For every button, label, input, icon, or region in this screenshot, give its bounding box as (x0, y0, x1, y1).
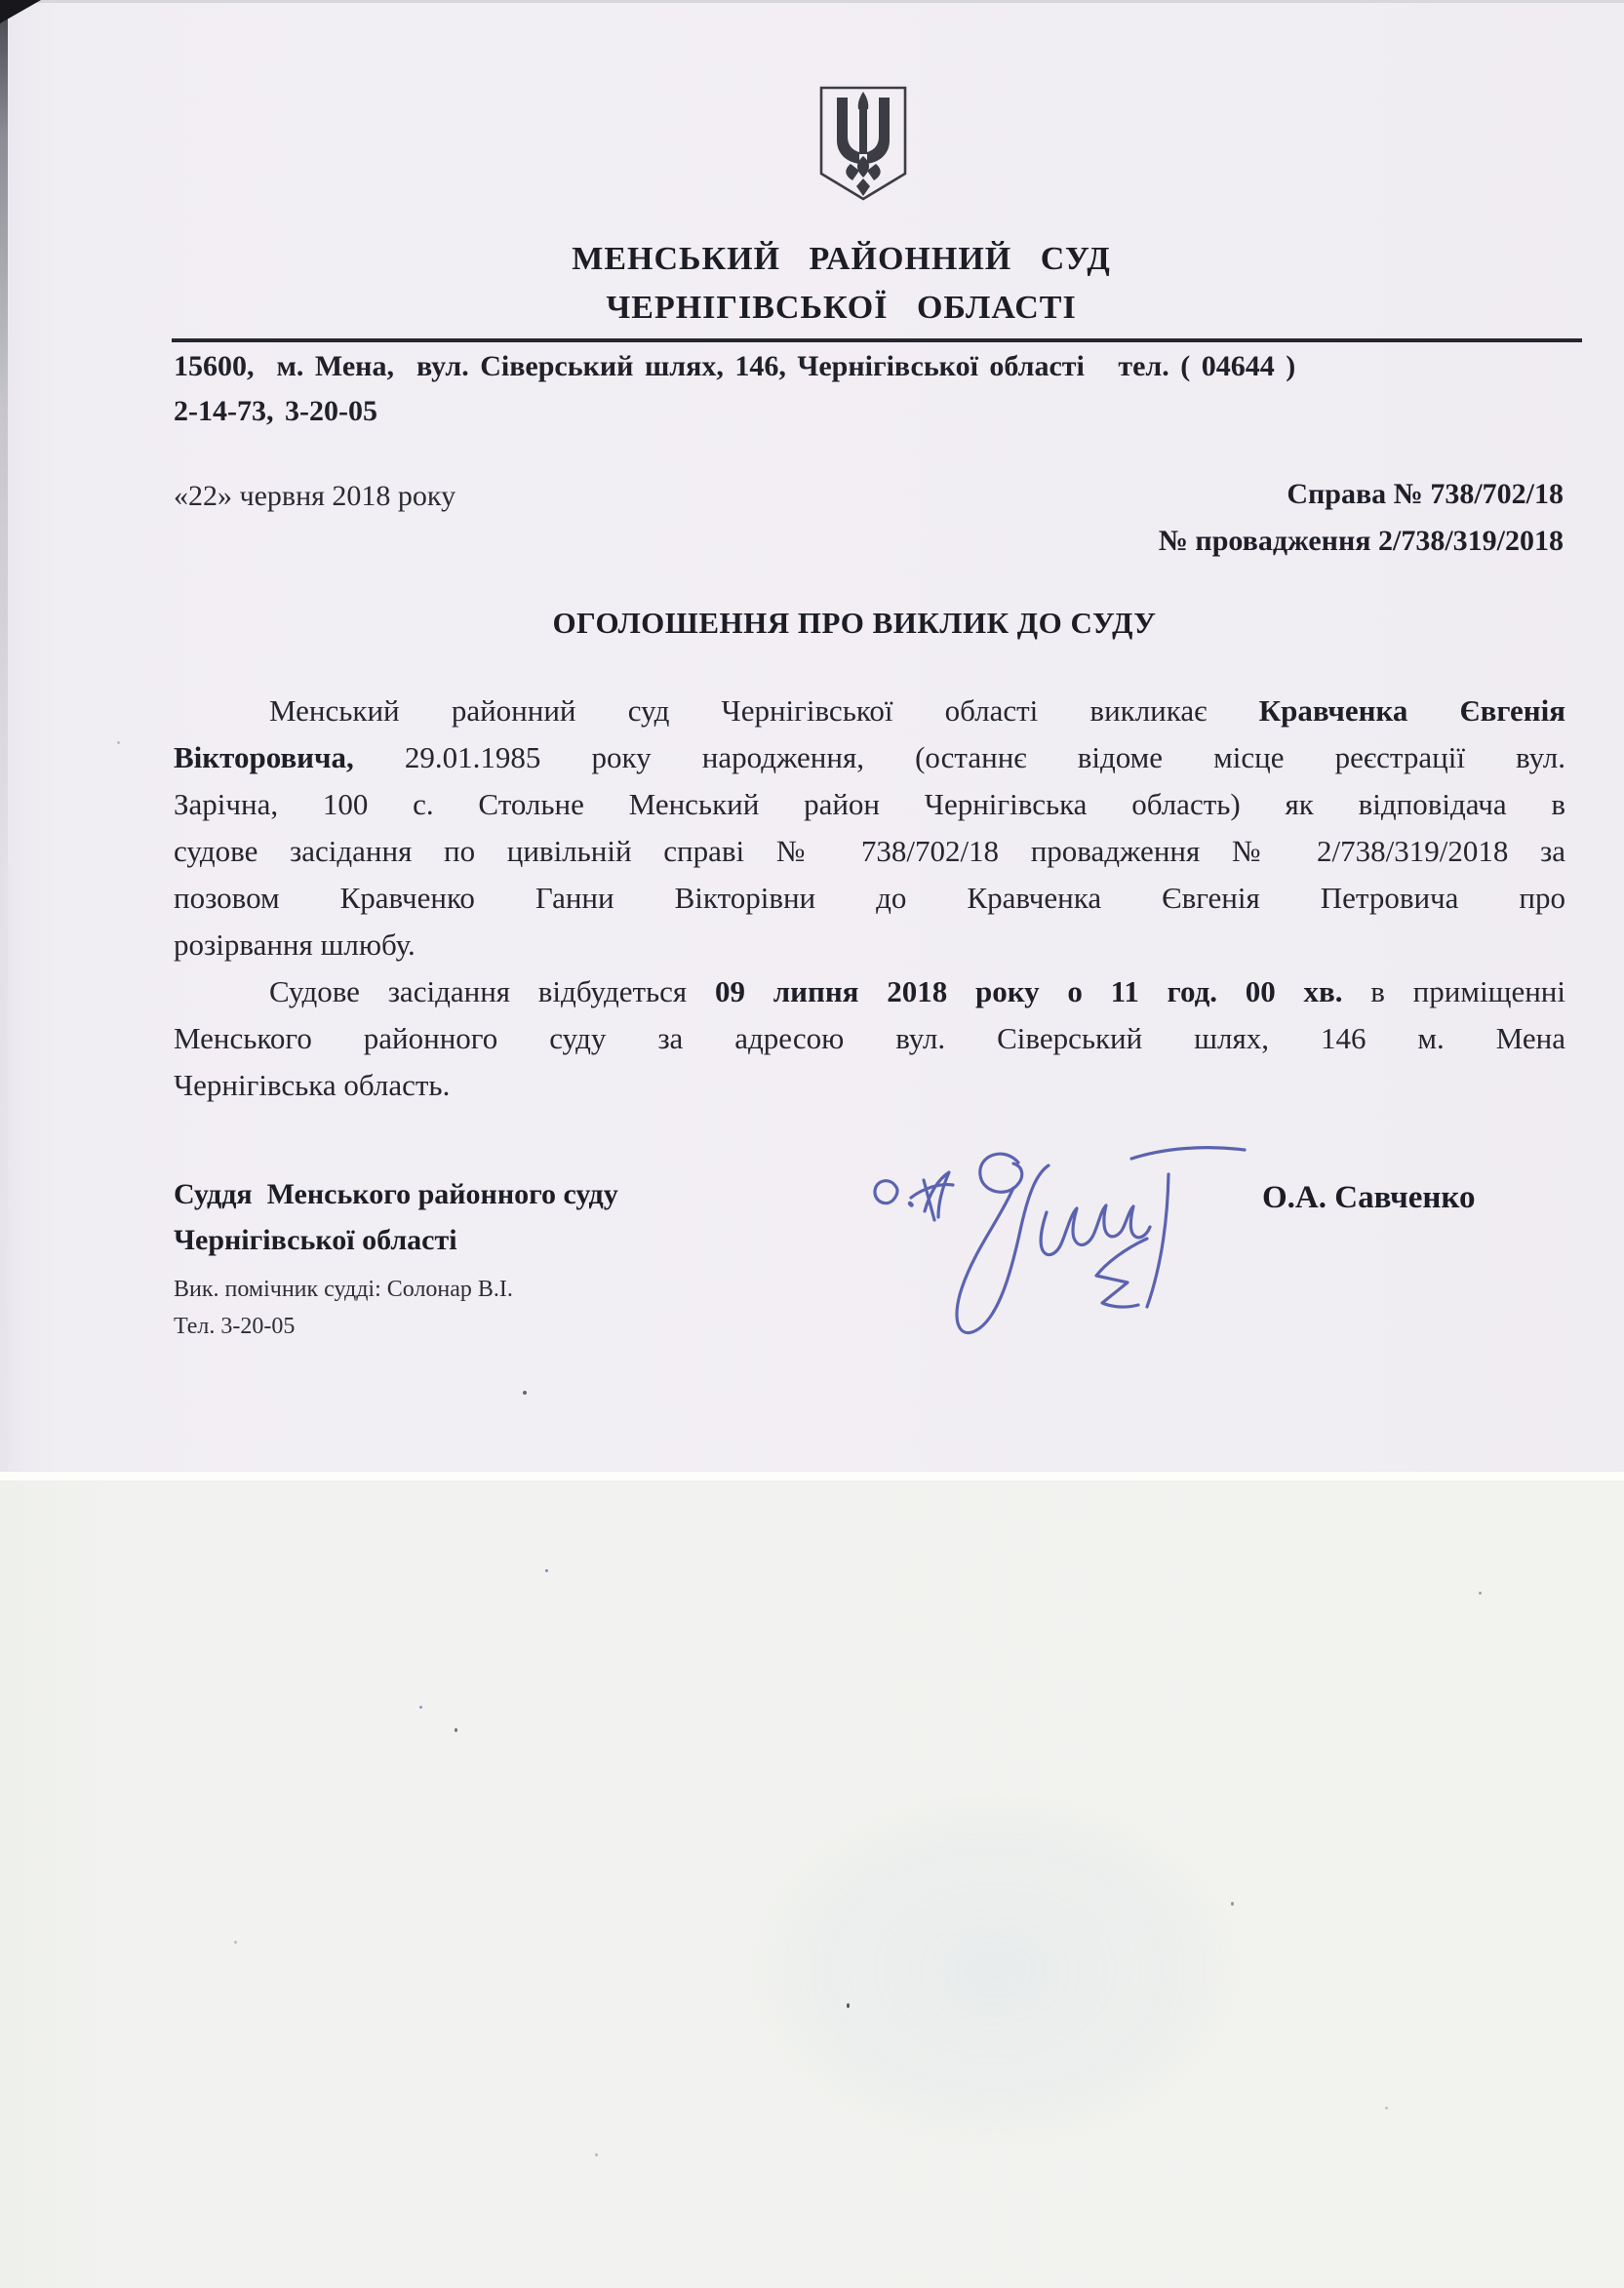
scan-speck (595, 2153, 598, 2156)
judge-name: О.А. Савченко (1262, 1180, 1476, 1215)
body-paragraphs (174, 688, 1565, 1109)
body-line: Менський районний суд Чернігівської області викликає Кравченка Євгенія (269, 693, 1565, 728)
header-rule (172, 338, 1582, 342)
scan-smudge (751, 1795, 1239, 2146)
body-line: Чернігівська область. (174, 1068, 451, 1102)
court-name-line2: ЧЕРНІГІВСЬКОЇ ОБЛАСТІ (606, 290, 1077, 326)
body-line: розірвання шлюбу. (174, 927, 416, 962)
proceeding-number: № провадження 2/738/319/2018 (1158, 525, 1564, 557)
scan-speck (545, 1569, 548, 1572)
body-line: позовом Кравченко Ганни Вікторівни до Кравченка Євгенія Петровича про (174, 881, 1565, 915)
judge-title-line1: Суддя Менського районного суду (174, 1178, 618, 1210)
court-name-line1: МЕНСЬКИЙ РАЙОННИЙ СУД (572, 241, 1111, 277)
scan-speck (523, 1391, 527, 1395)
body-line: Вікторовича, 29.01.1985 року народження, (останнє відоме місце реєстрації вул. (174, 740, 1565, 774)
scan-speck (847, 2003, 850, 2008)
document-date: «22» червня 2018 року (174, 480, 456, 512)
scan-corner-artifact (0, 0, 41, 23)
body-line: судове засідання по цивільній справі № 738/702/18 провадження № 2/738/319/2018 за (174, 834, 1565, 868)
document-title: ОГОЛОШЕННЯ ПРО ВИКЛИК ДО СУДУ (552, 606, 1157, 640)
body-line: Судове засідання відбудеться 09 липня 2018 року о 11 год. 00 хв. в приміщенні (269, 974, 1565, 1008)
scan-speck (419, 1706, 422, 1709)
assistant-line: Вик. помічник судді: Солонар В.І. (174, 1277, 513, 1302)
scan-speck (1479, 1592, 1482, 1595)
scan-speck (1385, 2107, 1388, 2110)
case-number: Справа № 738/702/18 (1287, 478, 1564, 510)
scan-speck (1231, 1902, 1234, 1906)
sheet-bottom-edge (0, 1472, 1624, 1480)
scan-left-edge-shadow (0, 0, 8, 1472)
body-line: Зарічна, 100 с. Стольне Менський район Чернігівська область) як відповідача в (174, 787, 1565, 821)
ukraine-trident-icon (815, 84, 911, 203)
scan-speck (455, 1728, 457, 1732)
phone-line: Тел. 3-20-05 (174, 1314, 296, 1339)
court-address-line1: 15600, м. Мена, вул. Сіверський шлях, 146, Чернігівської області тел. ( 04644 ) (174, 350, 1296, 382)
scan-speck (234, 1941, 237, 1944)
judge-signature-ink (810, 1090, 1278, 1412)
judge-title-line2: Чернігівської області (174, 1224, 457, 1256)
court-address-line2: 2-14-73, 3-20-05 (174, 395, 377, 427)
scan-top-edge (0, 0, 1624, 3)
scan-speck (117, 741, 120, 744)
signature-block-left (174, 1171, 618, 1345)
body-line: Менського районного суду за адресою вул. Сіверський шлях, 146 м. Мена (174, 1021, 1565, 1055)
